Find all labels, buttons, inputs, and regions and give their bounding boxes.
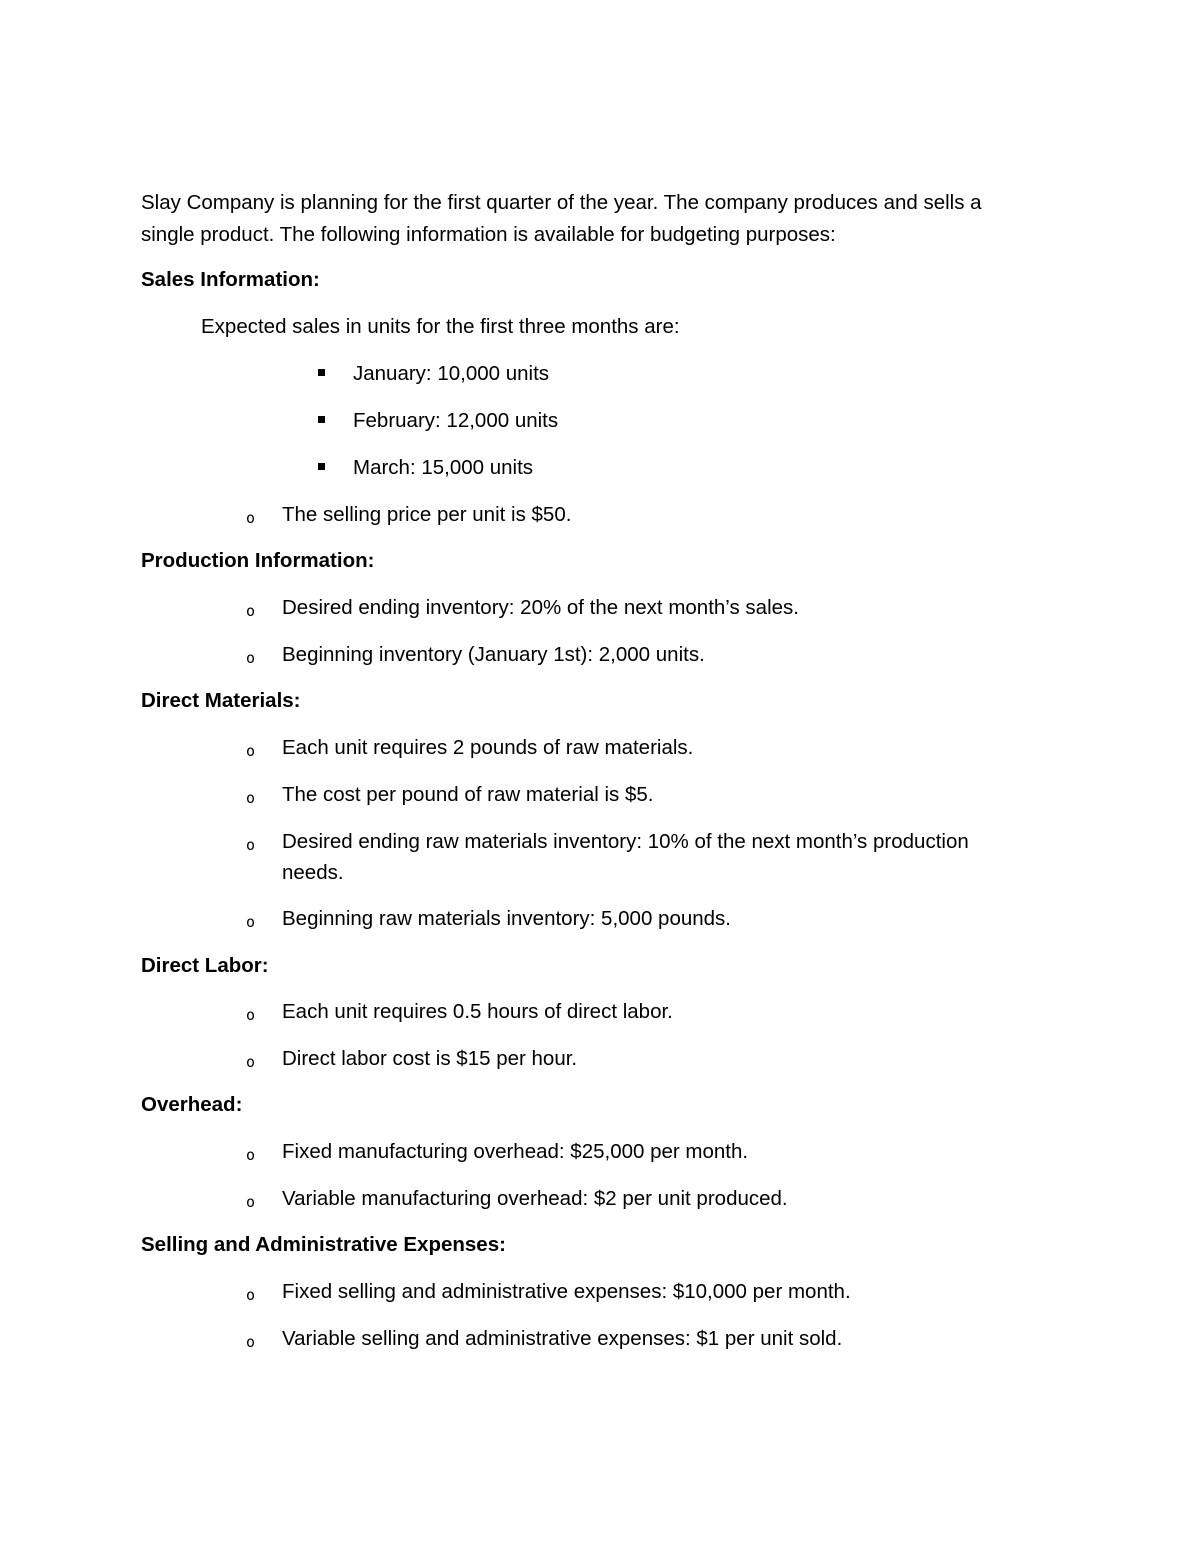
circle-bullet-icon: o bbox=[246, 602, 256, 620]
list-item bbox=[246, 501, 572, 530]
list-item bbox=[246, 1185, 788, 1214]
list-item-text: January: 10,000 units bbox=[353, 362, 550, 385]
list-item-text: Fixed manufacturing overhead: $25,000 per month. bbox=[282, 1140, 749, 1163]
list-item-text: Desired ending raw materials inventory: 10% of the next month’s production bbox=[282, 830, 969, 853]
square-bullet-icon bbox=[318, 416, 325, 423]
list-item-text: Fixed selling and administrative expenses: $10,000 per month. bbox=[282, 1280, 851, 1303]
list-item bbox=[318, 407, 559, 435]
list-item-text: March: 15,000 units bbox=[353, 456, 534, 479]
list-item bbox=[246, 905, 731, 934]
circle-bullet-icon: o bbox=[246, 1053, 256, 1071]
list-item bbox=[246, 641, 705, 670]
production-heading: Production Information: bbox=[141, 549, 375, 572]
circle-bullet-icon: o bbox=[246, 649, 256, 667]
selling-heading: Selling and Administrative Expenses: bbox=[141, 1233, 506, 1256]
circle-bullet-icon: o bbox=[246, 836, 256, 854]
sales-subintro: Expected sales in units for the first three months are: bbox=[201, 315, 680, 338]
circle-bullet-icon: o bbox=[246, 1286, 256, 1304]
circle-bullet-icon: o bbox=[246, 509, 256, 527]
list-item bbox=[318, 360, 550, 388]
list-item-text: Variable manufacturing overhead: $2 per unit produced. bbox=[282, 1187, 788, 1210]
list-item-text: Desired ending inventory: 20% of the next month’s sales. bbox=[282, 596, 799, 619]
labor-heading: Direct Labor: bbox=[141, 954, 269, 977]
square-bullet-icon bbox=[318, 463, 325, 470]
circle-bullet-icon: o bbox=[246, 1333, 256, 1351]
circle-bullet-icon: o bbox=[246, 789, 256, 807]
list-item-text: February: 12,000 units bbox=[353, 409, 559, 432]
list-item-text: The selling price per unit is $50. bbox=[282, 503, 572, 526]
list-item bbox=[246, 998, 673, 1027]
list-item bbox=[246, 594, 799, 623]
overhead-heading: Overhead: bbox=[141, 1093, 243, 1116]
list-item-text: Each unit requires 2 pounds of raw materials. bbox=[282, 736, 694, 759]
list-item bbox=[318, 454, 534, 482]
circle-bullet-icon: o bbox=[246, 1006, 256, 1024]
intro-line-2: single product. The following information is available for budgeting purposes: bbox=[141, 223, 836, 246]
materials-heading: Direct Materials: bbox=[141, 689, 301, 712]
list-item bbox=[246, 1278, 851, 1307]
list-item bbox=[246, 781, 654, 810]
list-item-text: Direct labor cost is $15 per hour. bbox=[282, 1047, 578, 1070]
list-item-text: Each unit requires 0.5 hours of direct labor. bbox=[282, 1000, 673, 1023]
intro-line-1: Slay Company is planning for the first quarter of the year. The company produces and sells a bbox=[141, 191, 982, 214]
sales-heading: Sales Information: bbox=[141, 268, 320, 291]
circle-bullet-icon: o bbox=[246, 742, 256, 760]
list-item bbox=[246, 1138, 749, 1167]
list-item-text: Beginning inventory (January 1st): 2,000 units. bbox=[282, 643, 705, 666]
square-bullet-icon bbox=[318, 369, 325, 376]
list-item-text: The cost per pound of raw material is $5. bbox=[282, 783, 654, 806]
list-item bbox=[246, 828, 969, 857]
list-item-continuation: needs. bbox=[282, 861, 344, 884]
list-item-text: Variable selling and administrative expenses: $1 per unit sold. bbox=[282, 1327, 843, 1350]
list-item bbox=[246, 1045, 578, 1074]
circle-bullet-icon: o bbox=[246, 913, 256, 931]
list-item bbox=[246, 1325, 843, 1354]
list-item-text: Beginning raw materials inventory: 5,000 pounds. bbox=[282, 907, 731, 930]
circle-bullet-icon: o bbox=[246, 1193, 256, 1211]
circle-bullet-icon: o bbox=[246, 1146, 256, 1164]
list-item bbox=[246, 734, 694, 763]
